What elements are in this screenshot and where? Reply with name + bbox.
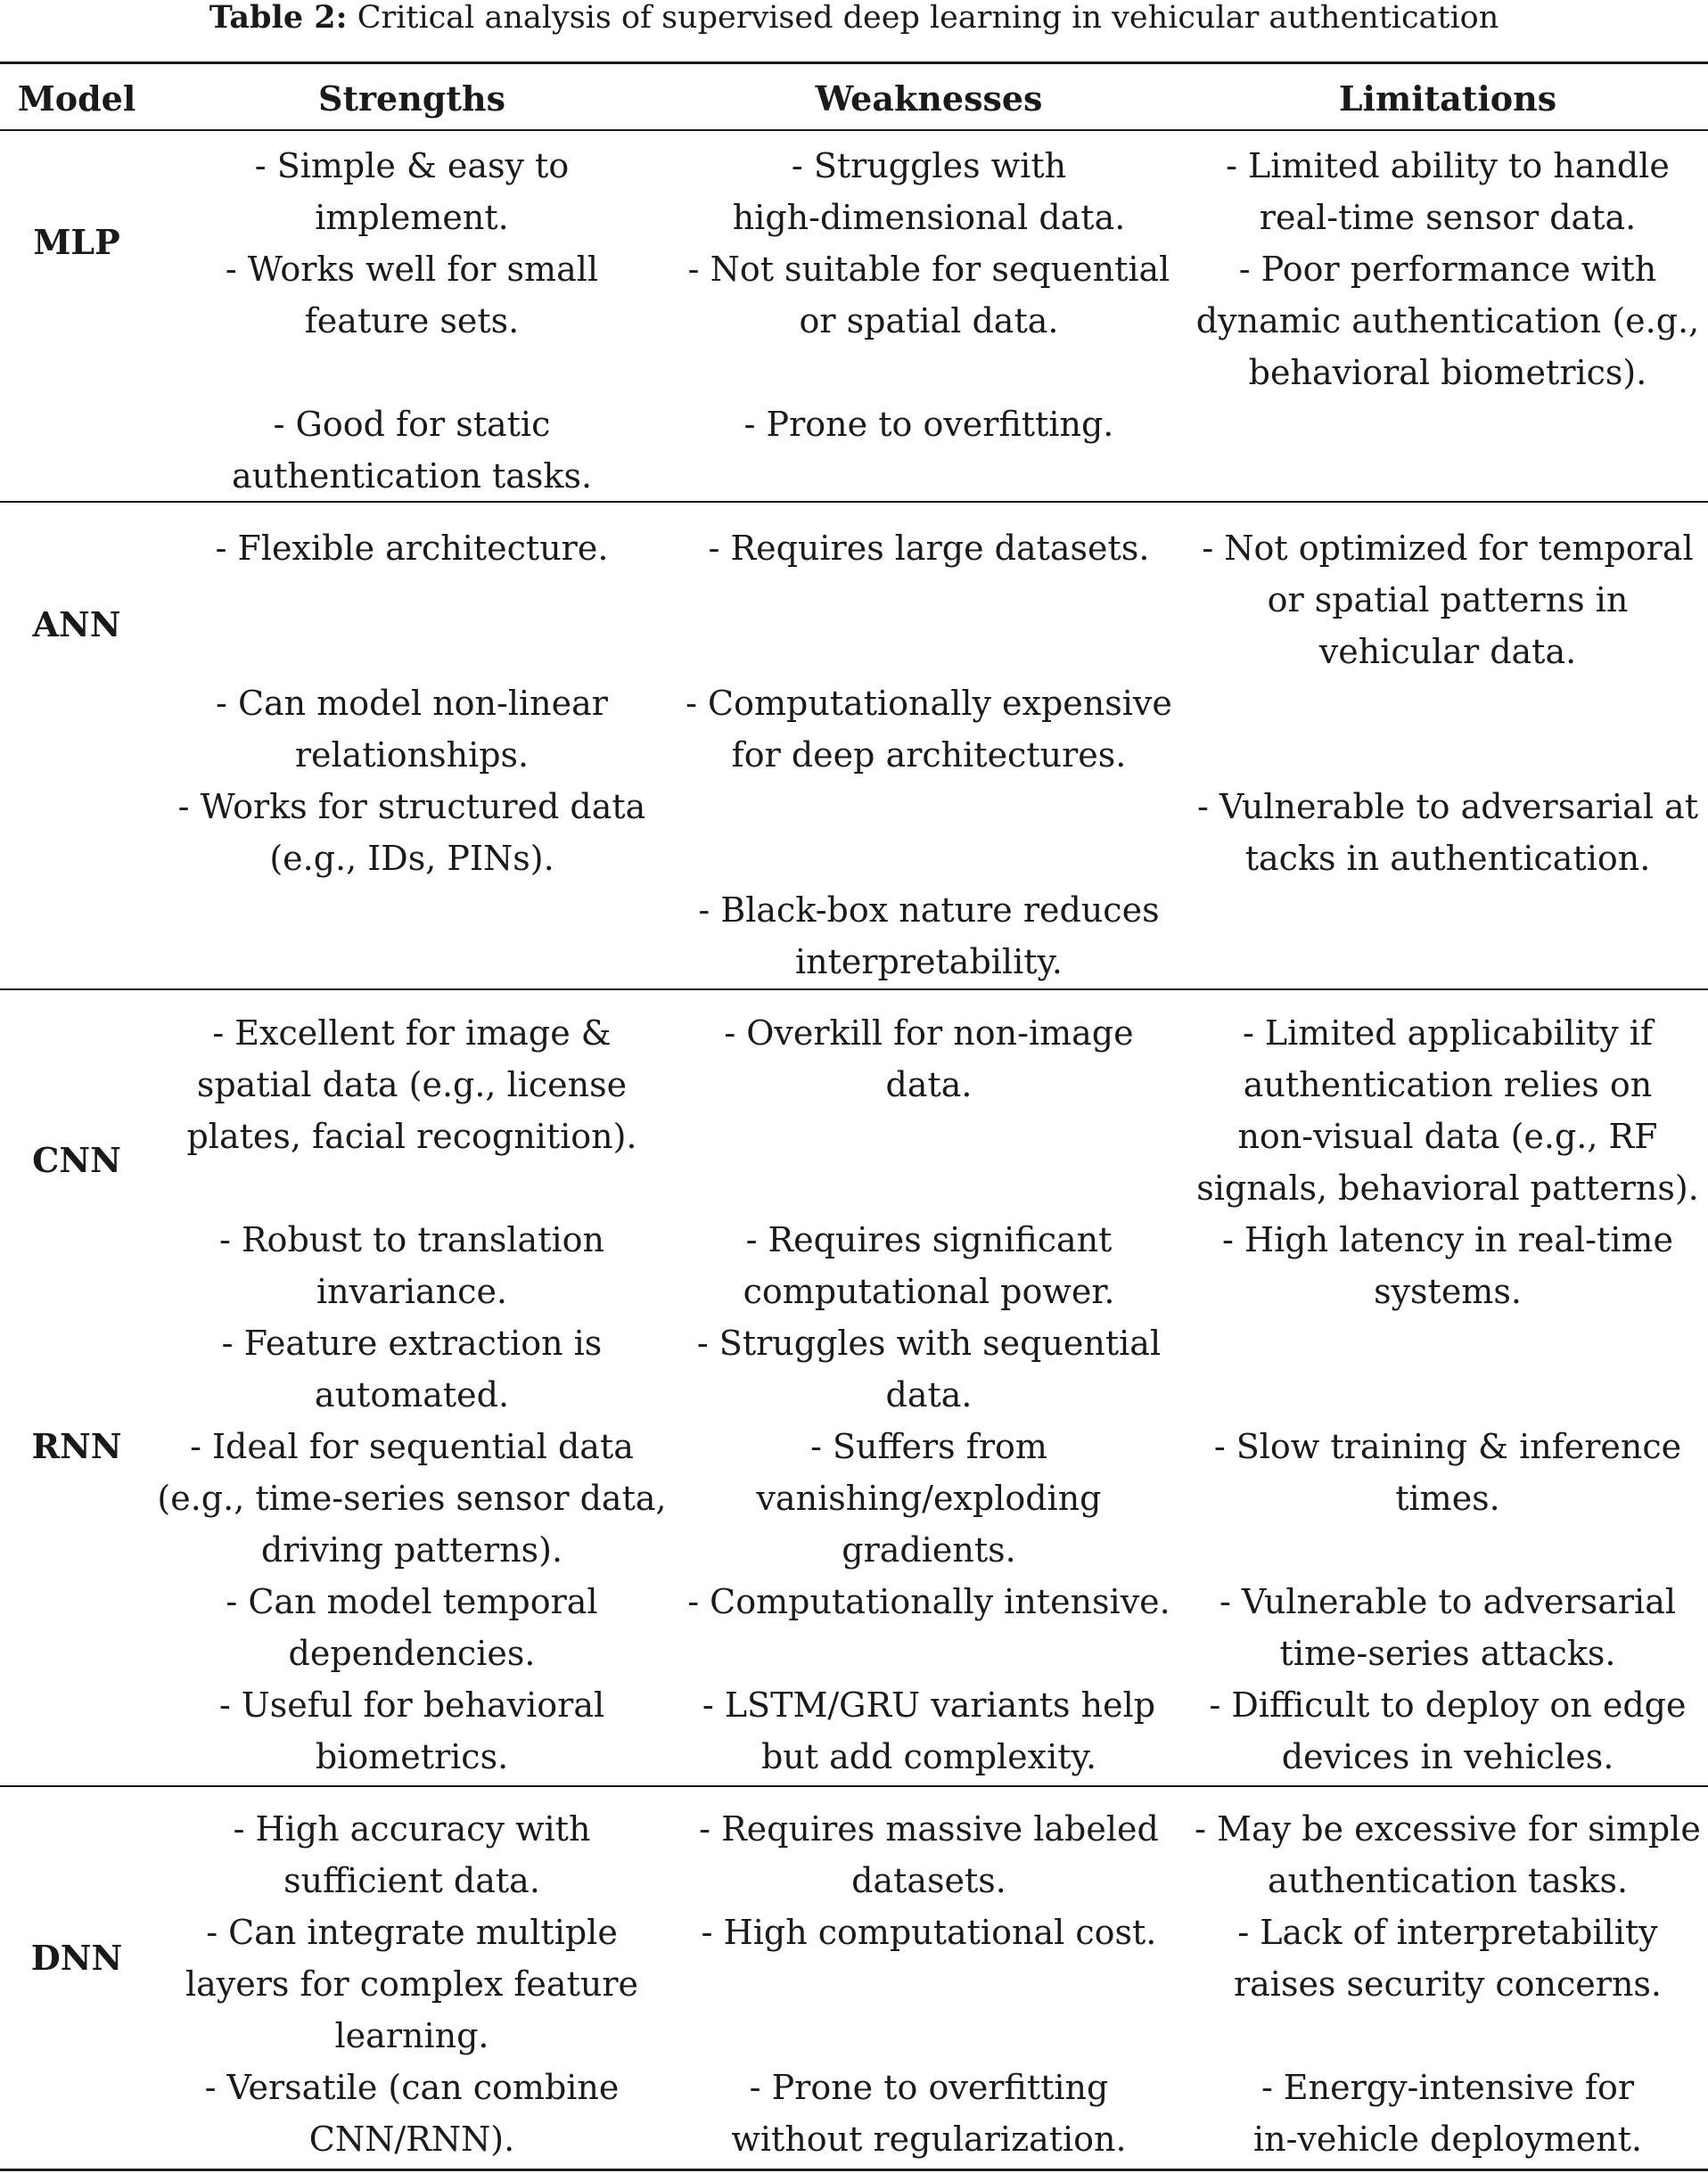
strength-line: learning. [334, 2016, 489, 2055]
header-weaknesses: Weaknesses [815, 78, 1043, 119]
limitation-line: or spatial patterns in [1267, 580, 1629, 619]
strength-line: authentication tasks. [231, 456, 593, 496]
table-caption [0, 0, 1708, 36]
limitation-line: - Not optimized for temporal [1202, 529, 1694, 568]
weakness-line: - Overkill for non-image [724, 1013, 1134, 1053]
strength-line: - Can model temporal [226, 1582, 598, 1621]
limitation-line: authentication relies on [1243, 1065, 1653, 1104]
row-divider-rnn-dnn [0, 1785, 1708, 1787]
strength-line: - Simple & easy to [254, 146, 570, 185]
limitation-line: signals, behavioral patterns). [1196, 1168, 1699, 1208]
weakness-line: but add complexity. [760, 1737, 1097, 1776]
weakness-line: - Requires massive labeled [699, 1809, 1159, 1849]
strength-line: invariance. [316, 1272, 508, 1311]
model-mlp: MLP [33, 222, 120, 262]
strength-line: sufficient data. [283, 1861, 540, 1900]
limitation-line: behavioral biometrics). [1248, 353, 1647, 392]
limitation-line: - Slow training & inference [1213, 1427, 1682, 1466]
weakness-line: or spatial data. [799, 301, 1059, 340]
strength-line: plates, facial recognition). [186, 1117, 637, 1156]
strength-line: relationships. [294, 735, 530, 775]
limitation-line: - Poor performance with [1238, 250, 1657, 289]
weakness-line: - Struggles with sequential [696, 1324, 1162, 1363]
row-divider-ann-cnn [0, 988, 1708, 990]
limitation-line: authentication tasks. [1267, 1861, 1629, 1900]
limitation-line: raises security concerns. [1233, 1964, 1663, 2004]
weakness-line: - Black-box nature reduces [698, 890, 1160, 930]
strength-line: - Good for static [273, 405, 551, 444]
weakness-line: - High computational cost. [701, 1913, 1157, 1952]
weakness-line: - Prone to overfitting [749, 2068, 1109, 2107]
strength-line: - Flexible architecture. [215, 529, 609, 568]
header-model: Model [17, 78, 136, 119]
limitation-line: devices in vehicles. [1281, 1737, 1614, 1776]
limitation-line: real-time sensor data. [1259, 198, 1637, 237]
weakness-line: high-dimensional data. [732, 198, 1126, 237]
limitation-line: - Difficult to deploy on edge [1209, 1685, 1687, 1725]
strength-line: implement. [315, 198, 509, 237]
weakness-line: - LSTM/GRU variants help [702, 1685, 1156, 1725]
header-strengths: Strengths [318, 78, 505, 119]
model-dnn: DNN [30, 1938, 123, 1978]
weakness-line: for deep architectures. [731, 735, 1127, 775]
strength-line: driving patterns). [260, 1530, 563, 1570]
weakness-line: - Suffers from [810, 1427, 1047, 1466]
weakness-line: interpretability. [794, 942, 1063, 981]
weakness-line: - Prone to overfitting. [743, 405, 1114, 444]
limitation-line: - Lack of interpretability [1237, 1913, 1658, 1952]
strength-line: - Versatile (can combine [204, 2068, 620, 2107]
model-cnn: CNN [32, 1140, 121, 1180]
strength-line: (e.g., IDs, PINs). [269, 839, 554, 878]
limitation-line: - High latency in real-time [1222, 1220, 1673, 1259]
limitation-line: time-series attacks. [1279, 1634, 1616, 1673]
weakness-line: data. [885, 1065, 973, 1104]
weakness-line: vanishing/exploding [756, 1479, 1102, 1518]
weakness-line: - Computationally intensive. [687, 1582, 1170, 1621]
strength-line: - Works for structured data [177, 787, 646, 826]
limitation-line: non-visual data (e.g., RF [1237, 1117, 1658, 1156]
strength-line: - Can model non-linear [216, 684, 608, 723]
weakness-line: - Requires significant [745, 1220, 1113, 1259]
weakness-line: - Computationally expensive [686, 684, 1172, 723]
strength-line: feature sets. [304, 301, 520, 340]
limitation-line: - Limited applicability if [1242, 1013, 1654, 1053]
strength-line: - Excellent for image & [212, 1013, 612, 1053]
weakness-line: datasets. [851, 1861, 1006, 1900]
strength-line: - Ideal for sequential data [190, 1427, 634, 1466]
strength-line: - High accuracy with [233, 1809, 591, 1849]
header-limitations: Limitations [1338, 78, 1557, 119]
limitation-line: - Energy-intensive for [1260, 2068, 1635, 2107]
limitation-line: tacks in authentication. [1244, 839, 1651, 878]
weakness-line: gradients. [842, 1530, 1016, 1570]
limitation-line: vehicular data. [1318, 632, 1577, 671]
strength-line: - Useful for behavioral [218, 1685, 605, 1725]
strength-line: - Works well for small [225, 250, 599, 289]
strength-line: biometrics. [315, 1737, 509, 1776]
strength-line: CNN/RNN). [308, 2120, 515, 2159]
strength-line: - Robust to translation [219, 1220, 604, 1259]
model-rnn: RNN [31, 1426, 122, 1466]
limitation-line: - Vulnerable to adversarial at [1196, 787, 1698, 826]
limitation-line: - May be excessive for simple [1195, 1809, 1701, 1849]
strength-line: - Feature extraction is [221, 1324, 603, 1363]
weakness-line: data. [885, 1375, 973, 1414]
limitation-line: systems. [1374, 1272, 1522, 1311]
model-ann: ANN [32, 604, 121, 644]
limitation-line: - Limited ability to handle [1226, 146, 1670, 185]
table-caption-label: Table 2: [209, 0, 348, 36]
weakness-line: - Requires large datasets. [708, 529, 1150, 568]
limitation-line: times. [1395, 1479, 1500, 1518]
strength-line: automated. [314, 1375, 510, 1414]
strength-line: dependencies. [288, 1634, 536, 1673]
limitation-line: dynamic authentication (e.g., [1195, 301, 1700, 340]
weakness-line: without regularization. [731, 2120, 1127, 2159]
strength-line: - Can integrate multiple [206, 1913, 618, 1952]
strength-line: layers for complex feature [185, 1964, 638, 2004]
strength-line: (e.g., time-series sensor data, [157, 1479, 667, 1518]
limitation-line: - Vulnerable to adversarial [1219, 1582, 1676, 1621]
bottom-rule [0, 2169, 1708, 2171]
table-caption-text: Critical analysis of supervised deep learning in vehicular authentication [357, 0, 1499, 36]
weakness-line: computational power. [743, 1272, 1115, 1311]
weakness-line: - Struggles with [791, 146, 1067, 185]
weakness-line: - Not suitable for sequential [687, 250, 1170, 289]
top-rule [0, 62, 1708, 64]
strength-line: spatial data (e.g., license [196, 1065, 628, 1104]
header-rule [0, 129, 1708, 131]
limitation-line: in-vehicle deployment. [1252, 2120, 1643, 2159]
